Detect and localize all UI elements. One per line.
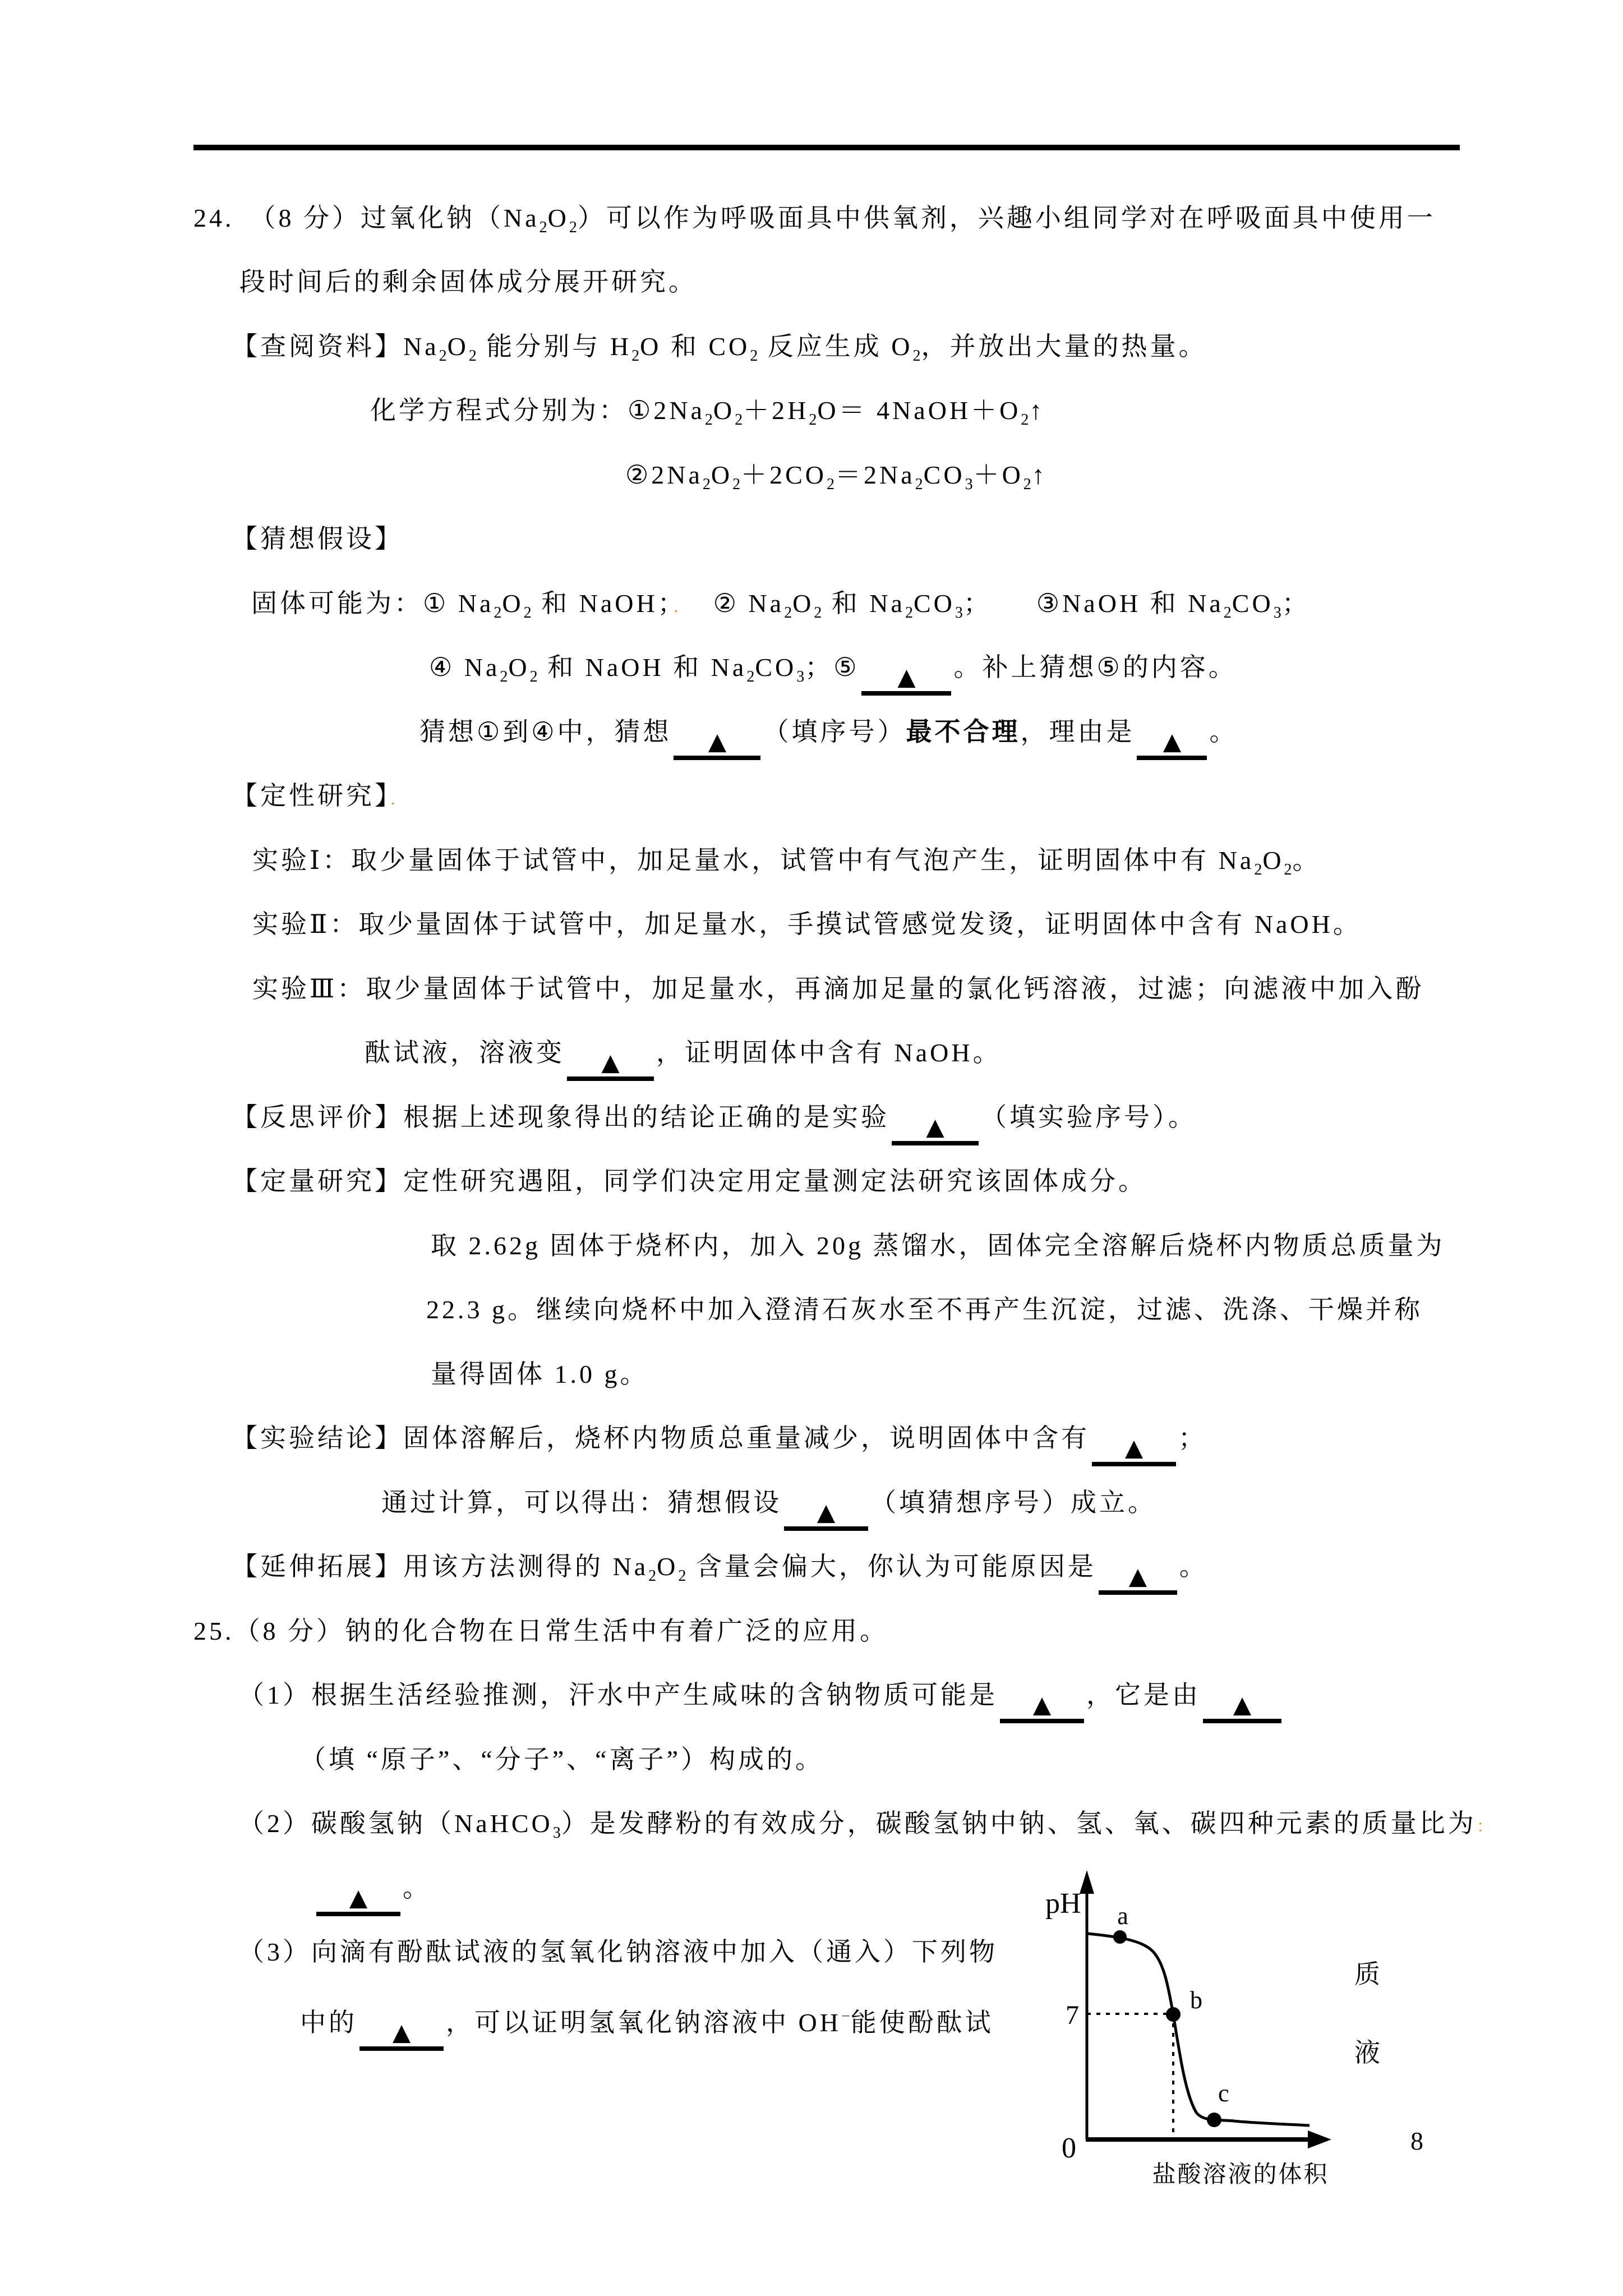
text-run: O	[1262, 846, 1284, 875]
triangle-placeholder-icon: ▲	[1233, 1691, 1252, 1718]
text-run: ；⑤	[805, 653, 860, 682]
subscript: 2	[702, 476, 711, 493]
answer-blank	[1092, 1430, 1176, 1466]
subscript: 2	[569, 219, 578, 236]
text-run: O	[711, 461, 733, 489]
line-q25-3b	[300, 2000, 994, 2051]
text-run: ，并放出大量的热量。	[921, 332, 1207, 361]
subscript: 3	[1273, 604, 1282, 622]
text-run: 【反思评价】根据上述现象得出的结论正确的是实验	[232, 1103, 889, 1131]
subscript: 2	[648, 1567, 657, 1585]
orange-mark: ：	[1476, 1818, 1496, 1836]
line-quantitative-3	[431, 1358, 649, 1391]
text-run: ；	[1281, 589, 1311, 618]
text-run: 段时间后的剩余固体成分展开研究。	[239, 268, 697, 296]
subscript: 2	[809, 411, 818, 429]
line-hypothesis-header	[232, 522, 403, 556]
triangle-placeholder-icon: ▲	[601, 1048, 620, 1076]
answer-blank	[674, 724, 760, 760]
text-run: 【查阅资料】Na	[232, 332, 439, 361]
triangle-placeholder-icon: ▲	[1128, 1562, 1147, 1590]
header-rule	[193, 145, 1460, 150]
text-run: ，它是由	[1086, 1681, 1201, 1709]
line-equation-1	[370, 394, 1045, 437]
point-a-label: a	[1117, 1902, 1128, 1930]
text-run: 量得固体 1.0 g。	[431, 1360, 649, 1388]
subscript: 2	[912, 347, 921, 365]
page-number: 8	[1410, 2127, 1423, 2155]
text-run: 能分别与 H	[477, 332, 632, 361]
answer-blank	[784, 1495, 868, 1531]
text-run: 22.3 g。继续向烧杯中加入澄清石灰水至不再产生沉淀，过滤、洗涤、干燥并称	[426, 1295, 1423, 1324]
orange-mark: ．	[390, 790, 410, 808]
text-run: 通过计算，可以得出：猜想假设	[381, 1488, 782, 1517]
line-q25-2a	[238, 1807, 1496, 1850]
line-q24-intro-2	[239, 265, 697, 299]
answer-blank	[861, 660, 951, 696]
text-run: 【实验结论】固体溶解后，烧杯内物质总重量减少，说明固体中含有	[232, 1424, 1090, 1452]
text-run: 24. （8 分）过氧化钠（Na	[193, 204, 540, 232]
point-c-label: c	[1218, 2079, 1229, 2107]
triangle-placeholder-icon: ▲	[897, 663, 916, 691]
line-reflection	[232, 1101, 1197, 1145]
wrap-char-ye	[1354, 2036, 1383, 2070]
line-q25-2b	[314, 1871, 431, 1916]
x-axis-arrowhead-icon	[1308, 2131, 1331, 2148]
text-run: O＝ 4NaOH＋O	[817, 396, 1021, 425]
subscript: 2	[494, 604, 502, 622]
subscript: 2	[631, 347, 640, 365]
y-tick-7: 7	[1066, 2000, 1079, 2030]
text-run: ）可以作为呼吸面具中供氧剂，兴趣小组同学对在呼吸面具中使用一	[577, 204, 1436, 232]
text-run: ＋2CO	[741, 461, 827, 489]
text-run: ； ③NaOH 和 Na	[963, 589, 1224, 618]
text-run: 化学方程式分别为：①2Na	[370, 396, 705, 425]
subscript: 2	[732, 476, 741, 493]
text-run: ②2Na	[625, 461, 703, 489]
x-axis-label: 盐酸溶液的体积	[1152, 2162, 1329, 2188]
subscript: 2	[523, 604, 532, 622]
line-q25-3a	[238, 1935, 998, 1969]
origin-label: 0	[1062, 2132, 1076, 2164]
answer-blank	[892, 1110, 979, 1145]
text-run: O	[502, 589, 524, 618]
text-run: （填实验序号）。	[981, 1103, 1197, 1131]
text-run: O	[657, 1552, 679, 1581]
triangle-placeholder-icon: ▲	[1124, 1434, 1144, 1461]
text-run: （3）向滴有酚酞试液的氢氧化钠溶液中加入（通入）下列物	[238, 1938, 998, 1966]
text-run: （2）碳酸氢钠（NaHCO	[238, 1809, 553, 1838]
point-c-marker	[1207, 2113, 1221, 2127]
line-hypothesis-3	[419, 715, 1238, 760]
subscript: 2	[500, 668, 509, 685]
line-reference	[232, 330, 1207, 373]
text-run: 。补上猜想⑤的内容。	[953, 653, 1237, 682]
subscript: 3	[965, 476, 974, 493]
line-qualitative-header	[232, 779, 410, 816]
text-run: ＋2H	[743, 396, 809, 425]
line-experiment-2	[252, 908, 1362, 941]
subscript: 2	[746, 668, 755, 685]
subscript: 2	[814, 604, 823, 622]
triangle-placeholder-icon: ▲	[1032, 1691, 1052, 1718]
answer-blank	[567, 1045, 654, 1081]
line-q25-1b	[300, 1743, 824, 1777]
y-axis-arrowhead-icon	[1080, 1870, 1094, 1894]
answer-blank	[1137, 724, 1207, 760]
answer-blank	[1203, 1687, 1281, 1723]
text-run: ＋O	[973, 461, 1023, 489]
triangle-placeholder-icon: ▲	[926, 1113, 944, 1140]
text-run: （填序号）	[763, 717, 906, 746]
text-run: （填猜想序号）成立。	[870, 1488, 1156, 1517]
subscript: 2	[905, 604, 914, 622]
subscript: 2	[529, 668, 538, 685]
subscript: 2	[439, 347, 448, 365]
text-run: 。	[403, 1874, 431, 1902]
line-hypothesis-1	[251, 587, 1311, 630]
text-run: 猜想①到④中，猜想	[419, 717, 672, 746]
text-run: ；	[1178, 1424, 1207, 1452]
line-equation-2	[625, 458, 1048, 501]
answer-blank	[316, 1880, 400, 1916]
text-run: 和 NaOH 和 Na	[538, 653, 747, 682]
text-run: ，证明固体中含有 NaOH。	[656, 1038, 1002, 1067]
subscript: 2	[1223, 604, 1232, 622]
line-extension	[232, 1550, 1208, 1595]
text-run: ，可以证明氢氧化钠溶液中 OH	[446, 2008, 841, 2037]
subscript: 2	[704, 411, 713, 429]
text-run: 质	[1354, 1960, 1383, 1989]
text-run: O	[792, 589, 814, 618]
text-run: 反应生成 O	[758, 332, 913, 361]
text-run: CO	[923, 461, 965, 489]
subscript: 2	[827, 476, 836, 493]
text-run: 实验Ⅲ：取少量固体于试管中，加足量水，再滴加足量的氯化钙溶液，过滤；向滤液中加入酚	[252, 974, 1424, 1003]
triangle-placeholder-icon: ▲	[817, 1498, 836, 1526]
superscript: −	[841, 2008, 851, 2025]
text-run: 实验Ⅰ：取少量固体于试管中，加足量水，试管中有气泡产生，证明固体中有 Na	[252, 846, 1255, 875]
line-conclusion-2	[381, 1486, 1156, 1531]
point-a-marker	[1113, 1930, 1127, 1944]
text-run: O 和 CO	[640, 332, 750, 361]
triangle-placeholder-icon: ▲	[392, 2018, 411, 2046]
line-q24-intro-1	[193, 201, 1436, 245]
triangle-placeholder-icon: ▲	[708, 728, 727, 755]
line-experiment-3b	[365, 1036, 1002, 1081]
text-run: ↑	[1031, 461, 1048, 489]
line-quantitative-2	[426, 1293, 1423, 1327]
subscript: 3	[552, 1824, 561, 1842]
subscript: 2	[1021, 411, 1030, 429]
text-run: ↑	[1029, 396, 1045, 425]
subscript: 2	[468, 347, 477, 365]
wrap-char-zhi	[1354, 1958, 1383, 1991]
subscript: 2	[750, 347, 759, 365]
text-run: （1）根据生活经验推测，汗水中产生咸味的含钠物质可能是	[238, 1681, 998, 1709]
text-run: 【延伸拓展】用该方法测得的 Na	[232, 1552, 649, 1581]
line-experiment-3a	[252, 972, 1424, 1006]
line-experiment-1	[252, 844, 1321, 887]
text-run: O	[713, 396, 735, 425]
text-run: CO	[1232, 589, 1274, 618]
text-run: 取 2.62g 固体于烧杯内，加入 20g 蒸馏水，固体完全溶解后烧杯内物质总质量为	[431, 1231, 1445, 1260]
text-run: 【定量研究】定性研究遇阻，同学们决定用定量测定法研究该固体成分。	[232, 1167, 1147, 1195]
y-axis-label: pH	[1045, 1888, 1081, 1920]
subscript: 2	[1284, 861, 1293, 878]
bold-text-run: 最不合理	[906, 717, 1021, 746]
line-hypothesis-2	[429, 651, 1237, 696]
text-run: 【定性研究】	[232, 781, 390, 810]
text-run: CO	[913, 589, 955, 618]
text-run: 含量会偏大，你认为可能原因是	[686, 1552, 1096, 1581]
text-run: ＝2Na	[835, 461, 915, 489]
point-b-marker	[1166, 2007, 1181, 2022]
line-quantitative-1	[431, 1229, 1445, 1263]
ph-curve	[1088, 1934, 1310, 2125]
text-run: （填 “原子”、“分子”、“离子”）构成的。	[300, 1745, 824, 1774]
subscript: 3	[796, 668, 805, 685]
answer-blank	[1099, 1559, 1177, 1595]
point-b-label: b	[1190, 1986, 1202, 2014]
subscript: 2	[735, 411, 744, 429]
text-run: 实验Ⅱ：取少量固体于试管中，加足量水，手摸试管感觉发烫，证明固体中含有 NaOH。	[252, 910, 1362, 938]
ph-curve-figure	[1032, 1868, 1346, 2205]
answer-blank	[359, 2015, 444, 2051]
ph-curve-svg	[1032, 1868, 1346, 2205]
subscript: 2	[1254, 861, 1263, 878]
text-run: 。	[1209, 717, 1238, 746]
text-run: O	[508, 653, 530, 682]
line-q25-1a	[238, 1678, 1284, 1723]
triangle-placeholder-icon: ▲	[1163, 728, 1182, 755]
text-run: O	[547, 204, 569, 232]
subscript: 2	[539, 219, 548, 236]
text-run: O	[447, 332, 469, 361]
line-quantitative-header	[232, 1165, 1147, 1198]
text-run: ② Na	[684, 589, 785, 618]
text-run: 和 Na	[822, 589, 905, 618]
line-conclusion-1	[232, 1421, 1207, 1466]
text-run: ，理由是	[1020, 717, 1135, 746]
subscript: 2	[678, 1567, 687, 1585]
text-run: 【猜想假设】	[232, 524, 403, 553]
text-run: CO	[755, 653, 797, 682]
text-run: 和 NaOH；	[532, 589, 674, 618]
subscript: 2	[915, 476, 924, 493]
text-run: 。	[1179, 1552, 1208, 1581]
text-run: 25.（8 分）钠的化合物在日常生活中有着广泛的应用。	[193, 1617, 888, 1645]
orange-mark: ．	[673, 597, 685, 616]
answer-blank	[1000, 1687, 1084, 1723]
line-q25-intro	[193, 1614, 888, 1648]
text-run: 固体可能为：① Na	[251, 589, 494, 618]
text-run: ④ Na	[429, 653, 500, 682]
text-run: 液	[1354, 2039, 1383, 2067]
text-run: 能使酚酞试	[850, 2008, 994, 2037]
subscript: 2	[784, 604, 793, 622]
text-run: 。	[1292, 846, 1321, 875]
text-run: 中的	[300, 2008, 357, 2037]
triangle-placeholder-icon: ▲	[349, 1884, 368, 1911]
text-run: ）是发酵粉的有效成分，碳酸氢钠中钠、氢、氧、碳四种元素的质量比为	[561, 1809, 1477, 1838]
subscript: 3	[955, 604, 963, 622]
text-run: 酞试液，溶液变	[365, 1038, 565, 1067]
subscript: 2	[1023, 476, 1032, 493]
